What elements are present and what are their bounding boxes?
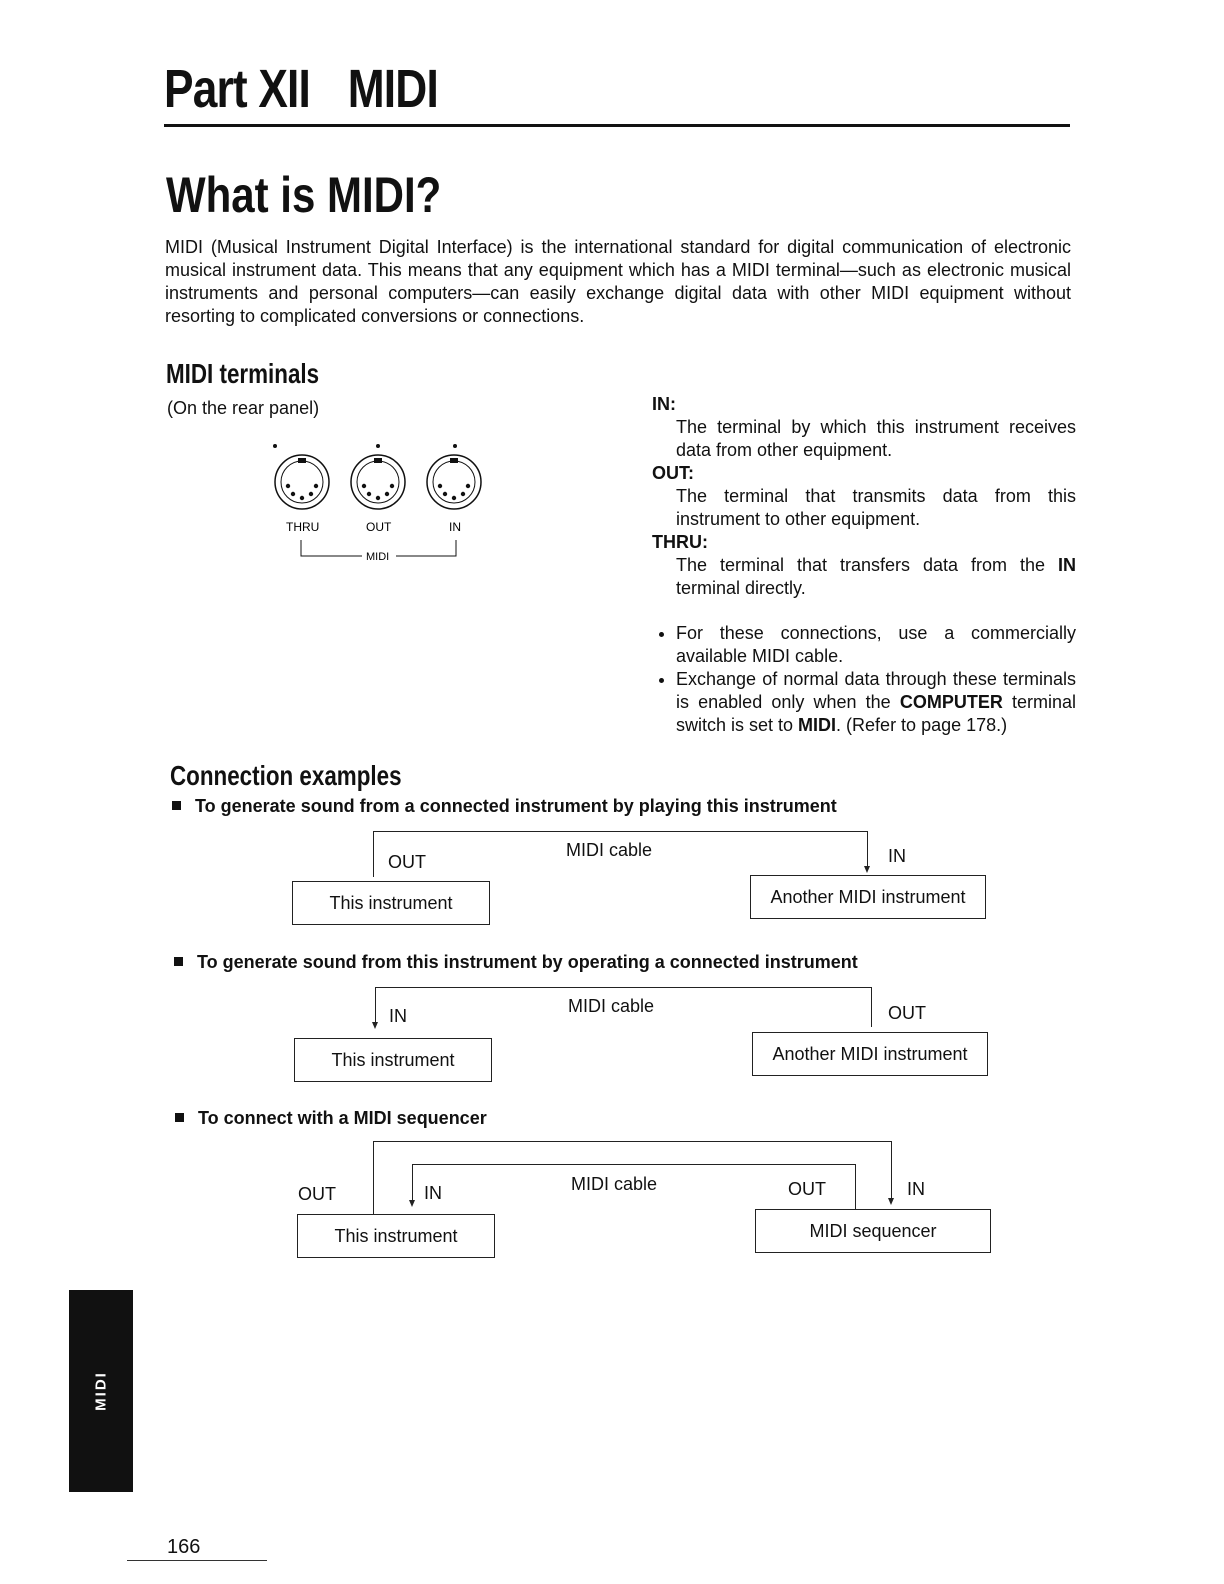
example-2-label: To generate sound from this instrument by operating a connected instrument — [174, 952, 858, 973]
part-number: Part XII — [164, 59, 311, 119]
example-1-another-instrument: Another MIDI instrument — [750, 875, 986, 919]
term-out-desc: The terminal that transmits data from this instrument to other equipment. — [676, 486, 1076, 529]
page-title: What is MIDI? — [166, 167, 442, 223]
example-3-this-instrument: This instrument — [297, 1214, 495, 1258]
note-cable: • For these connections, use a commercially available MIDI cable. — [676, 622, 1076, 668]
midi-group-label: MIDI — [366, 551, 390, 563]
example-2-cable-label: MIDI cable — [568, 996, 655, 1016]
page-number: 166 — [167, 1536, 201, 1558]
side-tab — [69, 1290, 133, 1492]
term-out: OUT: — [652, 463, 694, 483]
intro-paragraph: MIDI (Musical Instrument Digital Interface) is the international standard for digital communication of electronic musical instrument data. This means that any equipment which has a MIDI terminal—such as electronic musical instruments and personal computers—can easily exchange digital data with other MIDI equipment without resorting to complicated conversions or connections. — [165, 237, 1071, 326]
notes-list — [652, 622, 1076, 737]
terminal-definitions — [652, 393, 1076, 737]
example-2-another-instrument: Another MIDI instrument — [752, 1032, 988, 1076]
rear-panel-note: (On the rear panel) — [167, 398, 320, 418]
in-port-label: IN — [449, 520, 461, 534]
example-3-midi-sequencer: MIDI sequencer — [755, 1209, 991, 1253]
example-2-out-label: OUT — [888, 1003, 926, 1023]
example-3-seq-out-label: OUT — [788, 1179, 826, 1199]
out-port-label: OUT — [366, 520, 392, 534]
midi-terminals-figure — [260, 432, 500, 572]
example-3-seq-in-label: IN — [907, 1179, 925, 1199]
thru-port-icon — [273, 444, 329, 509]
side-tab-label: MIDI — [92, 1371, 110, 1411]
terminals-heading: MIDI terminals — [166, 358, 320, 389]
example-1-this-instrument: This instrument — [292, 881, 490, 925]
page-number-rule — [127, 1560, 267, 1561]
note-computer-switch: • Exchange of normal data through these terminals is enabled only when the COMPUTER terminal switch is set to MIDI. (Refer to page 178.) — [676, 668, 1076, 737]
example-1-in-label: IN — [888, 846, 906, 866]
thru-port-label: THRU — [286, 520, 320, 534]
example-1-cable-label: MIDI cable — [566, 840, 653, 860]
example-1-out-label: OUT — [388, 852, 426, 872]
example-3-this-in-label: IN — [424, 1183, 442, 1203]
out-port-icon — [351, 444, 405, 509]
example-1-label: To generate sound from a connected instrument by playing this instrument — [172, 796, 837, 817]
part-name: MIDI — [347, 59, 438, 119]
example-3-label: To connect with a MIDI sequencer — [175, 1108, 487, 1129]
connections-heading: Connection examples — [170, 760, 402, 791]
example-2-this-instrument: This instrument — [294, 1038, 492, 1082]
term-thru: THRU: — [652, 532, 708, 552]
term-in: IN: — [652, 394, 676, 414]
part-title — [164, 58, 438, 120]
header-rule — [164, 124, 1070, 127]
in-port-icon — [427, 444, 481, 509]
example-2-in-label: IN — [389, 1006, 407, 1026]
example-3-this-out-label: OUT — [298, 1184, 336, 1204]
example-3-cable-label: MIDI cable — [571, 1174, 658, 1194]
term-thru-desc: The terminal that transfers data from the IN terminal directly. — [676, 555, 1076, 598]
term-in-desc: The terminal by which this instrument receives data from other equipment. — [676, 417, 1076, 460]
